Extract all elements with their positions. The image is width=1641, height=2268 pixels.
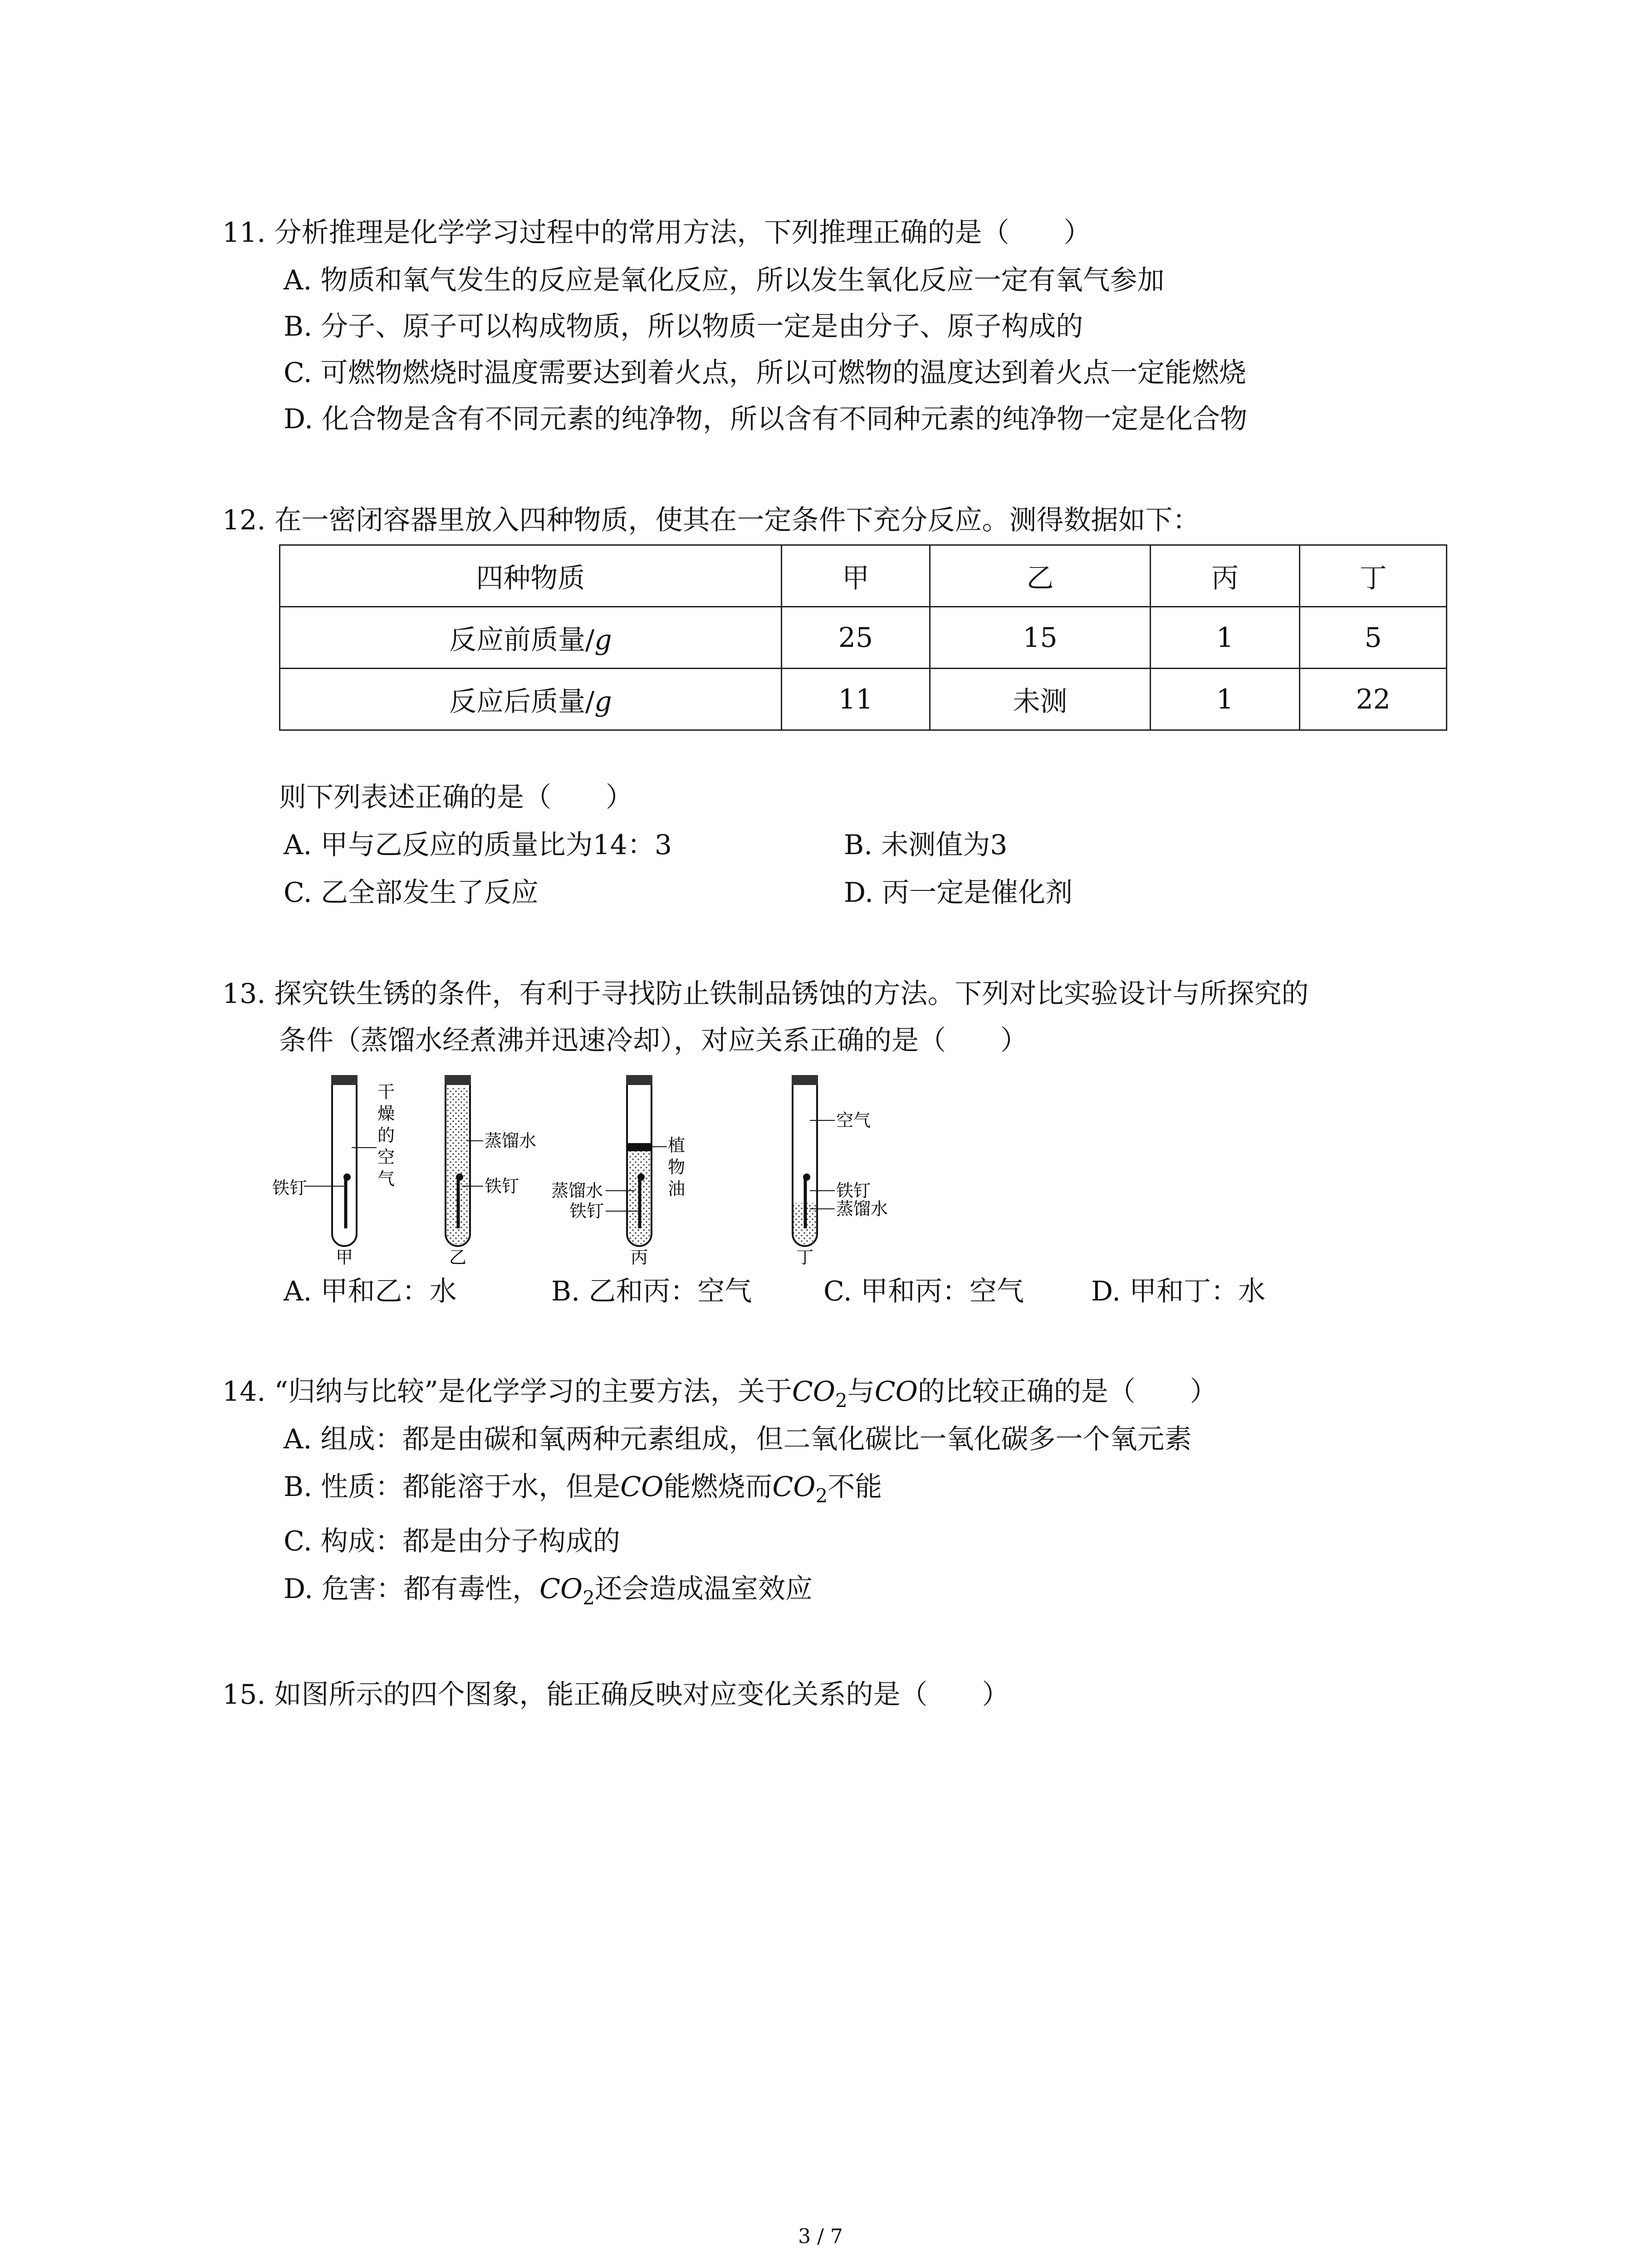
label-nail-bing: 铁钉: [569, 1201, 604, 1221]
q12-option-a: A. 甲与乙反应的质量比为14：3: [284, 829, 672, 861]
table-header-row: [280, 545, 1447, 607]
label-nail-yi: 铁钉: [485, 1176, 519, 1196]
q14-option-b: B. 性质：都能溶于水，但是CO能燃烧而$CO_2$不能: [284, 1471, 882, 1507]
label-dry-air-2: 燥: [377, 1104, 395, 1124]
table-cell: 5: [1300, 607, 1447, 669]
tube-yi: [445, 1075, 483, 1246]
label-dry-air-5: 气: [377, 1169, 395, 1189]
q13-stem-line1: 13. 探究铁生锈的条件，有利于寻找防止铁制品锈蚀的方法。下列对比实验设计与所探究的: [222, 978, 1309, 1010]
page-number: 3 / 7: [798, 2225, 843, 2248]
q12-option-b: B. 未测值为3: [844, 829, 1008, 861]
label-nail-jia: 铁钉: [272, 1178, 307, 1198]
q11-stem: 11. 分析推理是化学学习过程中的常用方法，下列推理正确的是（ ）: [222, 217, 1091, 249]
label-dry-air-3: 的: [377, 1125, 395, 1145]
q14-option-c: C. 构成：都是由分子构成的: [284, 1525, 620, 1557]
label-oil-1: 植: [668, 1135, 686, 1155]
q15-stem: 15. 如图所示的四个图象，能正确反映对应变化关系的是（ ）: [222, 1679, 1009, 1711]
table-row: [280, 607, 1447, 669]
q13-option-b: B. 乙和丙：空气: [551, 1276, 752, 1307]
table-header-cell: 丙: [1150, 545, 1300, 607]
table-cell: 22: [1300, 669, 1447, 730]
table-row-label: 反应前质量/g: [280, 607, 782, 669]
table-cell: 11: [781, 669, 930, 730]
label-water-yi: 蒸馏水: [485, 1131, 537, 1151]
caption-yi: 乙: [449, 1247, 467, 1266]
label-dry-air-1: 干: [377, 1082, 395, 1102]
label-nail-ding: 铁钉: [836, 1181, 871, 1201]
q12-option-c: C. 乙全部发生了反应: [284, 877, 539, 909]
tube-jia: [304, 1075, 377, 1246]
table-row: [280, 669, 1447, 730]
iron-rust-experiment-figure: [272, 1070, 930, 1266]
q13-stem-line2: 条件（蒸馏水经煮沸并迅速冷却），对应关系正确的是（ ）: [279, 1025, 1028, 1056]
label-air-ding: 空气: [836, 1110, 871, 1130]
test-tubes-illustration: [272, 1070, 930, 1266]
q11-option-a: A. 物质和氧气发生的反应是氧化反应，所以发生氧化反应一定有氧气参加: [284, 264, 1165, 296]
q14-option-a: A. 组成：都是由碳和氧两种元素组成，但二氧化碳比一氧化碳多一个氧元素: [284, 1423, 1192, 1455]
q14-option-d: D. 危害：都有毒性，$CO_2$还会造成温室效应: [284, 1573, 813, 1609]
label-water-ding: 蒸馏水: [836, 1199, 888, 1219]
q12-prompt: 则下列表述正确的是（ ）: [279, 782, 633, 813]
q14-stem: 14. “归纳与比较”是化学学习的主要方法，关于$CO_2$与CO的比较正确的是（ ）: [222, 1376, 1217, 1412]
q13-option-c: C. 甲和丙：空气: [823, 1276, 1024, 1307]
table-header-cell: 乙: [930, 545, 1150, 607]
tube-ding: [792, 1075, 835, 1246]
table-cell: 1: [1150, 607, 1300, 669]
table-header-cell: 四种物质: [280, 545, 782, 607]
label-dry-air-4: 空: [377, 1147, 395, 1167]
table-header-cell: 甲: [781, 545, 930, 607]
q12-option-d: D. 丙一定是催化剂: [844, 877, 1073, 909]
caption-jia: 甲: [336, 1247, 353, 1266]
q11-option-d: D. 化合物是含有不同元素的纯净物，所以含有不同种元素的纯净物一定是化合物: [284, 403, 1248, 435]
label-water-bing: 蒸馏水: [551, 1181, 603, 1201]
label-oil-2: 物: [668, 1157, 686, 1177]
table-cell: 25: [781, 607, 930, 669]
q12-data-table: [279, 544, 1447, 731]
table-cell: 15: [930, 607, 1150, 669]
q13-option-a: A. 甲和乙：水: [284, 1276, 457, 1307]
table-cell: 未测: [930, 669, 1150, 730]
caption-ding: 丁: [796, 1247, 814, 1266]
q11-option-b: B. 分子、原子可以构成物质，所以物质一定是由分子、原子构成的: [284, 311, 1083, 342]
table-cell: 1: [1150, 669, 1300, 730]
tube-bing: [606, 1075, 667, 1246]
q12-stem: 12. 在一密闭容器里放入四种物质，使其在一定条件下充分反应。测得数据如下：: [222, 504, 1200, 536]
table-header-cell: 丁: [1300, 545, 1447, 607]
label-oil-3: 油: [668, 1179, 686, 1199]
table-row-label: 反应后质量/g: [280, 669, 782, 730]
q13-option-d: D. 甲和丁：水: [1091, 1276, 1266, 1307]
q11-option-c: C. 可燃物燃烧时温度需要达到着火点，所以可燃物的温度达到着火点一定能燃烧: [284, 357, 1246, 389]
caption-bing: 丙: [631, 1247, 648, 1266]
